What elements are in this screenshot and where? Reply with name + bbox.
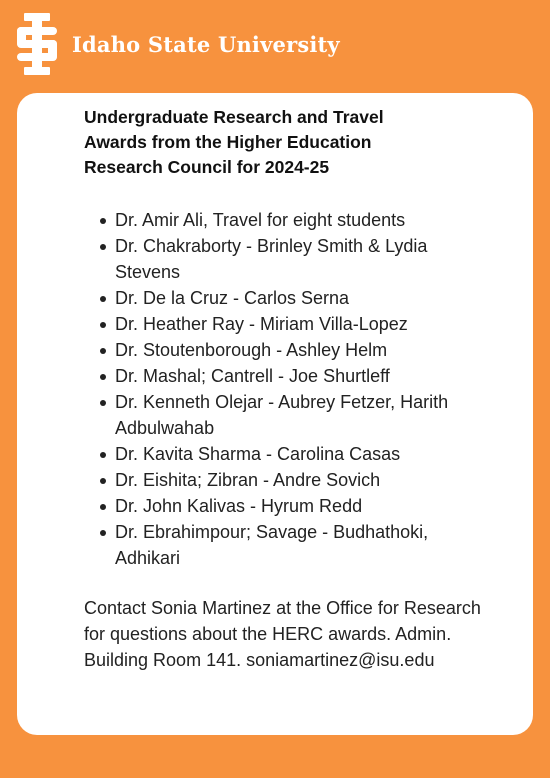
list-item: Dr. Stoutenborough - Ashley Helm [84, 337, 484, 363]
list-item: Dr. De la Cruz - Carlos Serna [84, 285, 484, 311]
bullet-icon [100, 296, 106, 302]
bullet-icon [100, 348, 106, 354]
list-item: Dr. Amir Ali, Travel for eight students [84, 207, 484, 233]
university-name: Idaho State University [72, 32, 340, 57]
bullet-icon [100, 400, 106, 406]
bullet-icon [100, 374, 106, 380]
isu-logo-icon [14, 13, 60, 75]
bullet-icon [100, 218, 106, 224]
list-item: Dr. Mashal; Cantrell - Joe Shurtleff [84, 363, 484, 389]
content-card [17, 93, 533, 735]
list-item: Dr. Kenneth Olejar - Aubrey Fetzer, Harith Adbulwahab [84, 389, 484, 441]
bullet-icon [100, 504, 106, 510]
contact-info: Contact Sonia Martinez at the Office for Research for questions about the HERC awards. Admin. Building Room 141. soniamartinez@isu.edu [84, 598, 481, 670]
page-title: Undergraduate Research and Travel Awards from the Higher Education Research Council for 2024-25 [84, 107, 384, 177]
bullet-icon [100, 244, 106, 250]
bullet-icon [100, 322, 106, 328]
awards-list [84, 207, 484, 571]
header [0, 0, 550, 92]
list-item: Dr. Kavita Sharma - Carolina Casas [84, 441, 484, 467]
list-item: Dr. Ebrahimpour; Savage - Budhathoki, Adhikari [84, 519, 484, 571]
bullet-icon [100, 530, 106, 536]
bullet-icon [100, 478, 106, 484]
bullet-icon [100, 452, 106, 458]
list-item: Dr. John Kalivas - Hyrum Redd [84, 493, 484, 519]
list-item: Dr. Chakraborty - Brinley Smith & Lydia Stevens [84, 233, 484, 285]
list-item: Dr. Heather Ray - Miriam Villa-Lopez [84, 311, 484, 337]
list-item: Dr. Eishita; Zibran - Andre Sovich [84, 467, 484, 493]
